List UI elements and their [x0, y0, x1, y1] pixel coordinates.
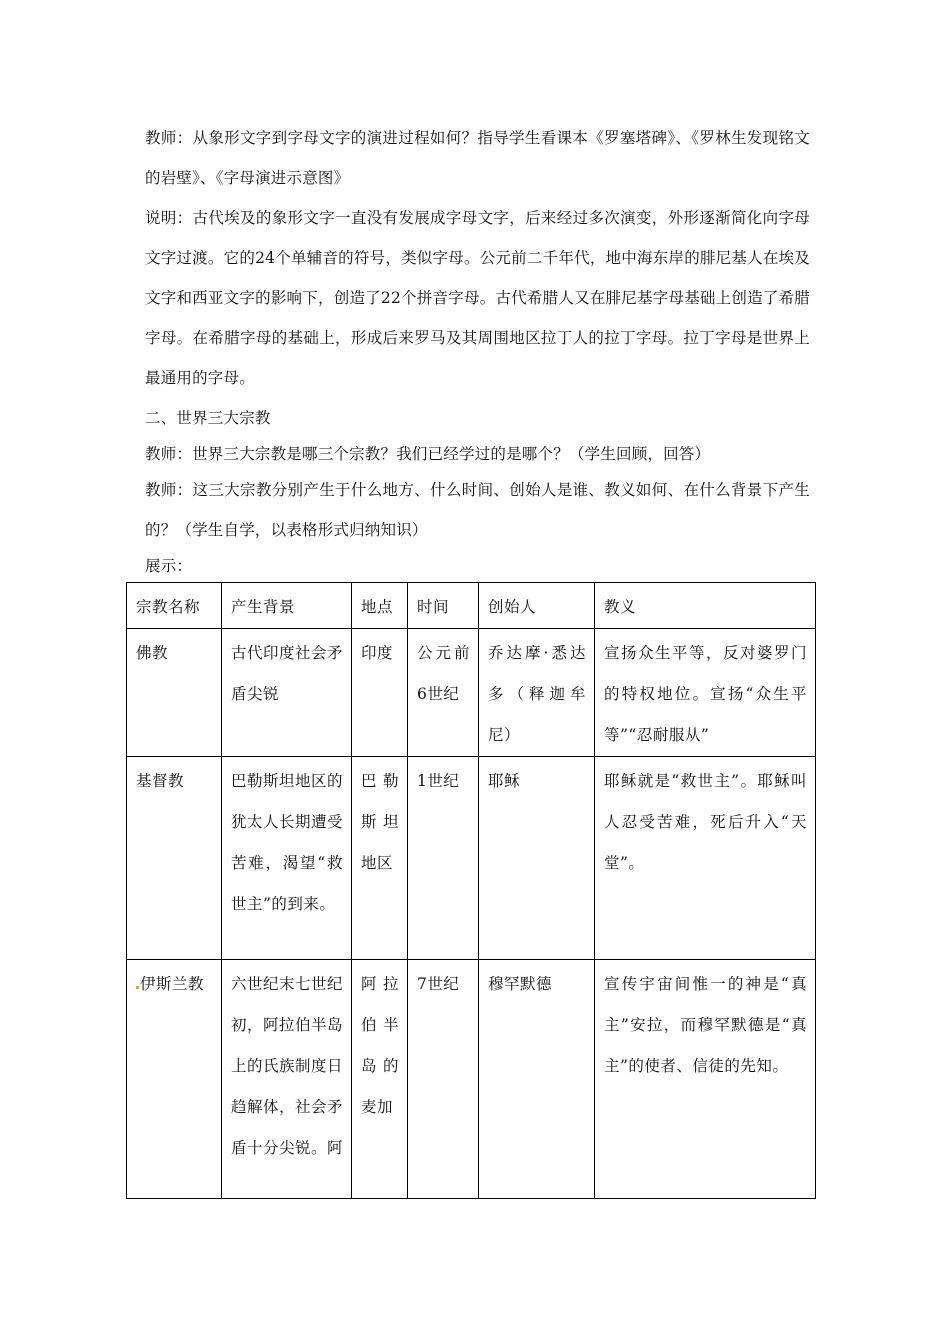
label-display: 展示： [145, 557, 193, 575]
table-row-christianity [127, 757, 816, 960]
paragraph-teacher-question-religions: 教师：世界三大宗教是哪三个宗教？我们已经学过的是哪个？（学生回顾，回答） [145, 445, 711, 463]
table-header-row [127, 583, 816, 629]
cell-founder: 穆罕默德 [479, 960, 595, 1199]
table-row-islam [127, 960, 816, 1199]
cell-religion-name-text: 伊斯兰教 [140, 975, 205, 993]
header-time: 时间 [408, 583, 479, 629]
cell-founder: 耶稣 [479, 757, 595, 960]
cell-doctrine: 耶稣就是“救世主”。耶稣叫人忍受苦难，死后升入“天堂”。 [595, 757, 816, 960]
paragraph-explanation: 说明：古代埃及的象形文字一直没有发展成字母文字，后来经过多次演变，外形逐渐简化向字母文字过渡。它的24个单辅音的符号，类似字母。公元前二千年代，地中海东岸的腓尼基人在埃及文字和西亚文字的影响下，创造了22个拼音字母。古代希腊人又在腓尼基字母基础上创造了希腊字母。在希腊字母的基础上，形成后来罗马及其周围地区拉丁人的拉丁字母。拉丁字母是世界上最通用的字母。 [145, 209, 810, 387]
header-religion-name: 宗教名称 [127, 583, 222, 629]
revision-mark [136, 986, 139, 989]
header-doctrine: 教义 [595, 583, 816, 629]
cell-background: 古代印度社会矛盾尖锐 [222, 629, 352, 757]
cell-place: 印度 [352, 629, 408, 757]
cell-religion-name [127, 960, 222, 1199]
cell-time: 公元前6世纪 [408, 629, 479, 757]
cell-time: 1世纪 [408, 757, 479, 960]
cell-founder: 乔达摩·悉达多（释迦牟尼） [479, 629, 595, 757]
cell-place: 巴勒斯坦地区 [352, 757, 408, 960]
cell-doctrine: 宣扬众生平等，反对婆罗门的特权地位。宣扬“众生平等”“忍耐服从” [595, 629, 816, 757]
table-row-buddhism [127, 629, 816, 757]
cell-background: 巴勒斯坦地区的犹太人长期遭受苦难，渴望“救世主”的到来。 [222, 757, 352, 960]
religions-table [126, 582, 816, 1199]
paragraph-teacher-question-script: 教师：从象形文字到字母文字的演进过程如何？指导学生看课本《罗塞塔碑》、《罗林生发现铭文的岩壁》、《字母演进示意图》 [145, 129, 810, 187]
cell-doctrine: 宣传宇宙间惟一的神是“真主”安拉，而穆罕默德是“真主”的使者、信徒的先知。 [595, 960, 816, 1199]
cell-time: 7世纪 [408, 960, 479, 1199]
cell-religion-name: 佛教 [127, 629, 222, 757]
cell-background: 六世纪末七世纪初，阿拉伯半岛上的氏族制度日趋解体，社会矛盾十分尖锐。阿 [222, 960, 352, 1199]
header-founder: 创始人 [479, 583, 595, 629]
cell-place: 阿拉伯半岛的麦加 [352, 960, 408, 1199]
cell-religion-name: 基督教 [127, 757, 222, 960]
section-heading-world-religions: 二、世界三大宗教 [145, 409, 271, 427]
header-place: 地点 [352, 583, 408, 629]
header-background: 产生背景 [222, 583, 352, 629]
paragraph-teacher-question-details: 教师：这三大宗教分别产生于什么地方、什么时间、创始人是谁、教义如何、在什么背景下产生的？（学生自学，以表格形式归纳知识） [145, 481, 810, 539]
